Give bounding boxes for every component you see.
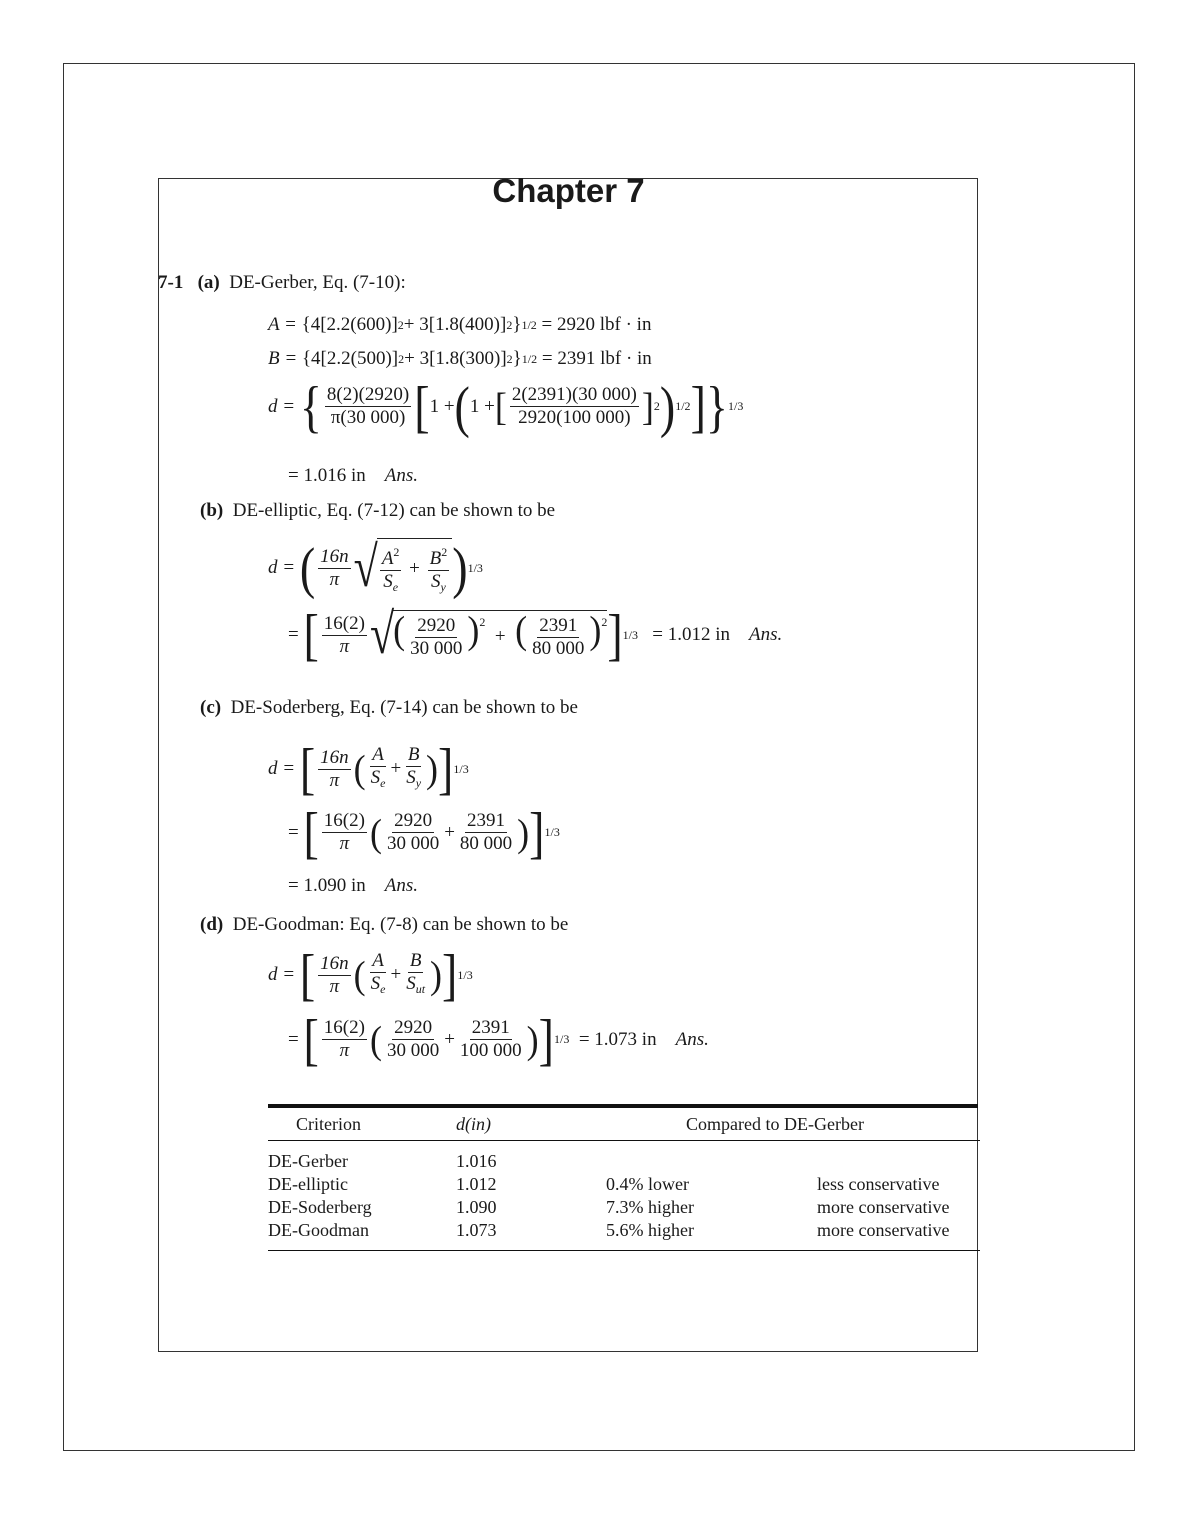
one-plus: 1 +: [429, 395, 455, 417]
table-header-d: d(in): [456, 1114, 491, 1134]
table-row-change: 5.6% higher: [606, 1220, 694, 1240]
eqA-lhs: A =: [268, 314, 297, 335]
table-row-criterion: DE-Goodman: [268, 1220, 369, 1240]
result-c: = 1.090 in Ans.: [288, 875, 418, 896]
table-row-criterion: DE-Gerber: [268, 1151, 348, 1171]
table-bottom-rule: [268, 1250, 980, 1251]
equation-d-goodman-numeric: = [ $\frac{16(2)}{\pi}$ ( $\frac{2920}{30 000}$ + $\frac{2391}{100 000}$ ) ] 1/3 = 1.073 in Ans.: [288, 1007, 709, 1071]
part-d-heading: (d) DE-Goodman: Eq. (7-8) can be shown to be: [200, 914, 569, 935]
equation-B: B = {4[2.2(500)] 2 + 3[1.8(300)] 2 } 1/2 = 2391 lbf · in: [268, 348, 652, 369]
fraction-2: $\frac{2(2391)(30 000)}{2920(100 000)}$: [511, 384, 637, 428]
eqB-lhs: B =: [268, 348, 298, 369]
table-row-note: more conservative: [817, 1220, 950, 1240]
equation-d-goodman-symbolic: d = [ $\frac{16n}{\pi}$ ( $\frac{A}{S_e}$ + $\frac{B}{S_{ut}}$ ) ] 1/3: [268, 942, 473, 1007]
eqd-lhs: d =: [268, 395, 296, 417]
table-row-d: 1.016: [456, 1151, 497, 1171]
eqA-tail: }: [512, 314, 522, 335]
table-row-criterion: DE-elliptic: [268, 1174, 348, 1194]
equation-d-elliptic-numeric: = [ $\frac{16(2)}{\pi}$ √ ( $\frac{2920}{30 000}$ )$^2$ + ( $\frac{2391}{80 000}$ )$^2$ ] 1/3 = 1.012 in Ans.: [288, 602, 783, 667]
table-header-rule: [268, 1140, 980, 1141]
table-row-change: 0.4% lower: [606, 1174, 689, 1194]
result-a: = 1.016 in Ans.: [288, 465, 418, 486]
eqB-mid: + 3[1.8(300)]: [404, 348, 507, 369]
eqA-exp: 1/2: [521, 317, 537, 332]
problem-number: 7-1: [158, 272, 184, 293]
table-row-d: 1.012: [456, 1174, 497, 1194]
eqA-body: {4[2.2(600)]: [301, 314, 398, 335]
table-row-criterion: DE-Soderberg: [268, 1197, 372, 1217]
table-header-criterion: Criterion: [296, 1114, 361, 1134]
equation-d-soderberg-symbolic: d = [ $\frac{16n}{\pi}$ ( $\frac{A}{S_e}$ + $\frac{B}{S_y}$ ) ] 1/3: [268, 736, 469, 801]
table-row-change: 7.3% higher: [606, 1197, 694, 1217]
table-top-rule: [268, 1104, 978, 1108]
table-row-note: more conservative: [817, 1197, 950, 1217]
eqB-tail: }: [512, 348, 522, 369]
equation-d-elliptic-symbolic: d = ( $\frac{16n}{\pi}$ √ $\frac{A^2}{S_e}$ + $\frac{B^2}{S_y}$ ) 1/3: [268, 535, 483, 600]
fraction-1: $\frac{8(2)(2920)}{\pi(30 000)}$: [326, 384, 410, 428]
table-row-d: 1.090: [456, 1197, 497, 1217]
equation-d-soderberg-numeric: = [ $\frac{16(2)}{\pi}$ ( $\frac{2920}{30 000}$ + $\frac{2391}{80 000}$ ) ] 1/3: [288, 800, 560, 864]
part-b-heading: (b) DE-elliptic, Eq. (7-12) can be shown to be: [200, 500, 556, 521]
table-header-compared: Compared to DE-Gerber: [686, 1114, 864, 1134]
table-row-d: 1.073: [456, 1220, 497, 1240]
eqB-rhs: = 2391 lbf · in: [541, 348, 652, 369]
equation-A: A = {4[2.2(600)] 2 + 3[1.8(400)] 2 } 1/2 = 2920 lbf · in: [268, 314, 652, 335]
chapter-title: Chapter 7: [492, 172, 645, 209]
part-a-label: (a): [197, 272, 220, 293]
equation-d-gerber: d = { $\frac{8(2)(2920)}{\pi(30 000)}$ [ 1 + ( 1 + [ $\frac{2(2391)(30 000)}{2920(100 000)}$ ] 2 ) 1/2 ] } 1/3: [268, 374, 744, 438]
eqB-body: {4[2.2(500)]: [301, 348, 399, 369]
eqA-rhs: = 2920 lbf · in: [541, 314, 652, 335]
inner-one-plus: 1 +: [469, 395, 495, 417]
eqB-exp: 1/2: [521, 351, 538, 366]
part-a-heading: DE-Gerber, Eq. (7-10):: [229, 272, 406, 293]
table-row-note: less conservative: [817, 1174, 940, 1194]
eqA-mid: + 3[1.8(400)]: [403, 314, 507, 335]
problem-heading-a: [158, 272, 406, 294]
part-c-heading: (c) DE-Soderberg, Eq. (7-14) can be shown to be: [200, 697, 578, 718]
